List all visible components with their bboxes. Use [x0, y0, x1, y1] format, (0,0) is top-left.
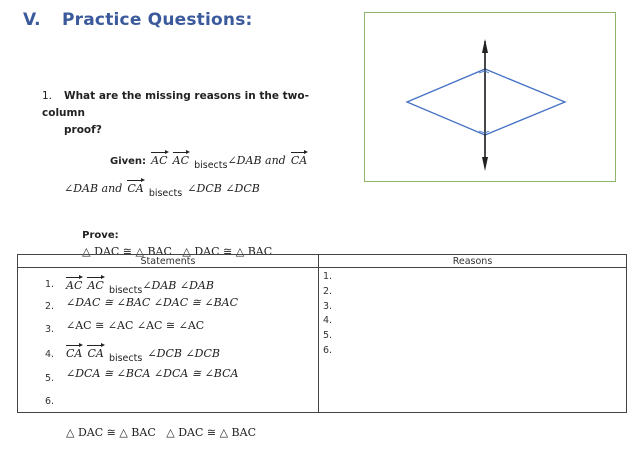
- given-angle-3: ∠DCB ∠DCB: [187, 182, 260, 195]
- statement-text: △ DAC ≅ △ BAC △ DAC ≅ △ BAC: [66, 426, 256, 439]
- given-angle-1: ∠DAB and: [227, 154, 286, 167]
- given-line-1: [110, 149, 308, 171]
- reason-item: 4.: [323, 315, 333, 327]
- given-bisects-2: bisects: [148, 188, 183, 199]
- prove-line: [72, 202, 272, 259]
- section-title: Practice Questions:: [62, 10, 253, 30]
- statement-bisects: bisects: [108, 285, 143, 296]
- statements-column: [18, 268, 319, 439]
- reason-item: 5.: [323, 330, 333, 342]
- question-text: [42, 88, 342, 139]
- statement-number: 3.: [45, 324, 55, 335]
- reason-item: 6.: [323, 344, 333, 356]
- arrow-bottom-icon: [482, 157, 488, 171]
- statement-number: 2.: [45, 301, 55, 312]
- statement-segment: AC: [66, 279, 83, 292]
- section-heading: [23, 10, 253, 30]
- given-angle-2: ∠DAB and: [64, 182, 123, 195]
- reason-item: 2.: [323, 285, 333, 297]
- proof-table: [17, 254, 627, 439]
- statement-number: 1.: [45, 279, 55, 290]
- given-segment-2: AC: [172, 154, 189, 167]
- statement-number: 4.: [45, 349, 55, 360]
- prove-label: Prove:: [82, 230, 119, 241]
- reason-item: 1.: [323, 271, 333, 282]
- prove-statement: △ DAC ≅ △ BAC △ DAC ≅ △ BAC: [82, 245, 273, 258]
- given-line-2: [64, 177, 260, 199]
- statement-segment: CA: [87, 347, 104, 360]
- reasons-header: Reasons: [319, 255, 627, 268]
- statement-row: [18, 388, 256, 439]
- statement-angles: ∠DAB ∠DAB: [142, 279, 214, 292]
- statement-segment: CA: [66, 347, 83, 360]
- given-label: Given:: [110, 156, 147, 167]
- table-header-row: [18, 255, 627, 268]
- reasons-column: [319, 268, 627, 413]
- statement-number: 5.: [45, 373, 55, 384]
- figure-frame: [364, 12, 616, 182]
- rhombus-shape: [407, 69, 565, 135]
- given-segment-1: AC: [151, 154, 168, 167]
- given-segment-4: CA: [127, 182, 144, 195]
- section-number: V.: [23, 10, 41, 30]
- statement-bisects: bisects: [108, 353, 143, 364]
- question-line-2: proof?: [64, 124, 102, 136]
- statement-number: 6.: [45, 396, 55, 407]
- rhombus-diagram: [365, 13, 615, 181]
- statement-text: ∠DCA ≅ ∠BCA ∠DCA ≅ ∠BCA: [66, 367, 239, 380]
- statement-text: ∠AC ≅ ∠AC ∠AC ≅ ∠AC: [66, 319, 205, 332]
- given-segment-3: CA: [290, 154, 308, 167]
- statement-angles: ∠DCB ∠DCB: [147, 347, 220, 360]
- statement-segment: AC: [87, 279, 104, 292]
- question-number: 1.: [42, 90, 53, 102]
- statements-header: Statements: [18, 255, 319, 268]
- reason-item: 3.: [323, 300, 333, 312]
- given-bisects: bisects: [194, 160, 228, 171]
- question-line-1: What are the missing reasons in the two-column: [42, 90, 309, 119]
- arrow-top-icon: [482, 39, 488, 53]
- statement-text: ∠DAC ≅ ∠BAC ∠DAC ≅ ∠BAC: [66, 296, 239, 309]
